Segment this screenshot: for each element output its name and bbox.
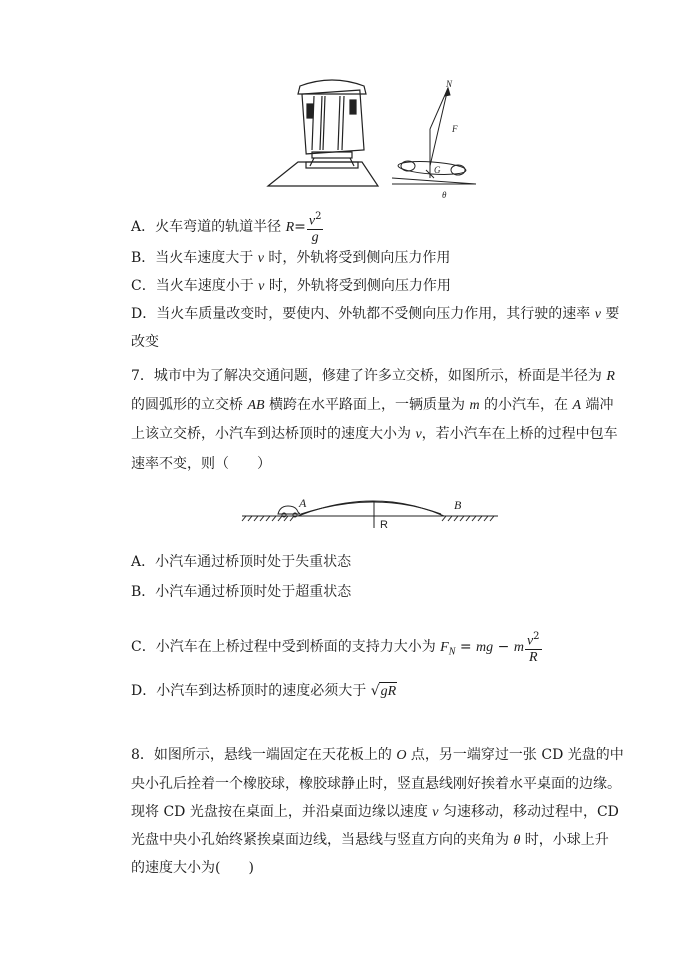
- q8-line-2: [131, 775, 621, 793]
- q8-O: O: [396, 748, 407, 763]
- q6-option-b-text-a: B．当火车速度大于: [131, 250, 258, 266]
- q7-frac-num-sup: 2: [533, 631, 540, 642]
- q7-option-b: [131, 583, 351, 601]
- car-icon: [278, 506, 300, 517]
- train-illustration: [268, 80, 378, 186]
- q6-option-a-text: A．火车弯道的轨道半径: [131, 218, 286, 235]
- q8-theta: θ: [513, 833, 521, 848]
- q7-stem-3a: 上该立交桥，小汽车到达桥顶时的速度大小为: [131, 426, 416, 442]
- q6-option-c-text-b: 时，外轨将受到侧向压力作用: [264, 278, 451, 294]
- label-A: A: [299, 496, 307, 510]
- q6-option-d-text-c: 改变: [131, 334, 159, 350]
- q6-option-d: [131, 305, 619, 324]
- label-N: N: [446, 79, 453, 89]
- q7-stem-2d: 端冲: [581, 397, 614, 413]
- ground-hatching: [242, 516, 494, 521]
- q8-v: v: [432, 805, 439, 820]
- q7-stem-1a: 7．城市中为了解决交通问题，修建了许多立交桥，如图所示，桥面是半径为: [131, 368, 607, 384]
- q8-line-4: [131, 831, 609, 850]
- q7-stem-2c: 的小汽车，在: [479, 397, 573, 413]
- q7-stem-line-2: [131, 396, 614, 415]
- q7-option-c-minus: −: [493, 638, 514, 655]
- q8-1a: 8．如图所示，悬线一端固定在天花板上的: [131, 747, 397, 763]
- q6-option-c: [131, 277, 451, 296]
- q7-stem-4: 速率不变，则（ ）: [131, 456, 271, 472]
- label-theta: θ: [442, 190, 447, 200]
- q6-option-d-text-b: 要: [600, 306, 620, 322]
- q6-option-a: [131, 209, 324, 245]
- train-figure: [262, 74, 492, 204]
- sqrt-symbol: √: [370, 683, 380, 699]
- q6-option-c-v: v: [258, 279, 265, 294]
- q7-stem-A: A: [572, 398, 582, 413]
- q8-5: 的速度大小为( ): [131, 860, 254, 876]
- q7-option-c-mg: mg: [476, 639, 494, 655]
- bridge-figure: [240, 492, 500, 532]
- q6-option-b: [131, 249, 450, 268]
- q8-2: 央小孔后拴着一个橡胶球，橡胶球静止时，竖直悬线刚好挨着水平桌面的边缘。: [131, 776, 621, 792]
- label-R: R: [380, 519, 388, 531]
- label-G: G: [434, 165, 441, 175]
- q7-stem-2a: 的圆弧形的立交桥: [131, 397, 248, 413]
- q7-option-c-eq: =: [455, 638, 477, 655]
- q7-option-c-fraction: [525, 629, 542, 665]
- q8-3a: 现将 CD 光盘按在桌面上，并沿桌面边缘以速度: [131, 804, 433, 820]
- q7-stem-R: R: [606, 369, 615, 384]
- q7-stem-3b: ，若小汽车在上桥的过程中包车: [421, 426, 618, 442]
- q7-option-c-m: m: [513, 639, 524, 655]
- q7-stem-AB: AB: [247, 398, 265, 413]
- q7-option-c-text: C．小汽车在上桥过程中受到桥面的支持力大小为: [131, 638, 441, 655]
- q7-frac-num: v: [526, 633, 534, 649]
- q7-stem-v: v: [415, 427, 422, 442]
- q8-line-3: [131, 803, 619, 822]
- q6-option-d-text-a: D．当火车质量改变时，要使内、外轨都不受侧向压力作用，其行驶的速率: [131, 306, 595, 322]
- q6-frac-num: v: [308, 213, 316, 229]
- q8-1b: 点，另一端穿过一张 CD 光盘的中: [406, 747, 624, 763]
- q6-option-b-v: v: [257, 251, 264, 266]
- label-F: F: [452, 124, 458, 134]
- q7-option-d-text: D．小汽车到达桥顶时的速度必须大于: [131, 683, 371, 699]
- q8-4b: 时，小球上升: [520, 832, 609, 848]
- q6-option-c-text-a: C．当火车速度小于: [131, 278, 259, 294]
- q7-option-c-F: F: [440, 639, 449, 655]
- q7-frac-den: R: [528, 649, 538, 665]
- q6-option-d-cont: [131, 333, 159, 351]
- q7-option-a: [131, 553, 351, 571]
- q7-stem-line-1: [131, 367, 615, 386]
- q6-option-d-v: v: [594, 307, 601, 322]
- q8-line-5: [131, 859, 254, 877]
- q6-frac-den: g: [311, 229, 319, 245]
- q7-stem-2b: 横跨在水平路面上，一辆质量为: [264, 397, 470, 413]
- q8-line-1: [131, 746, 624, 765]
- q7-stem-line-3: [131, 425, 618, 444]
- q7-stem-m: m: [469, 398, 480, 413]
- q8-4a: 光盘中央小孔始终紧挨桌面边线，当悬线与竖直方向的夹角为: [131, 832, 514, 848]
- label-B: B: [454, 498, 462, 512]
- q7-option-d: [131, 682, 397, 701]
- q8-3b: 匀速移动，移动过程中，CD: [438, 804, 619, 820]
- q7-option-b-text: B．小汽车通过桥顶时处于超重状态: [131, 584, 352, 600]
- q7-option-c-N: N: [448, 646, 456, 658]
- q6-option-b-text-b: 时，外轨将受到侧向压力作用: [263, 250, 451, 266]
- q6-option-a-fraction: [307, 209, 324, 245]
- q7-option-a-text: A．小汽车通过桥顶时处于失重状态: [131, 554, 352, 570]
- q7-stem-line-4: [131, 455, 271, 473]
- q6-option-a-eq: =: [294, 218, 306, 235]
- q7-option-d-sqrt: gR: [380, 684, 397, 699]
- q6-frac-num-sup: 2: [315, 211, 322, 222]
- q6-option-a-R: R: [285, 219, 295, 235]
- q7-option-c: [131, 629, 543, 665]
